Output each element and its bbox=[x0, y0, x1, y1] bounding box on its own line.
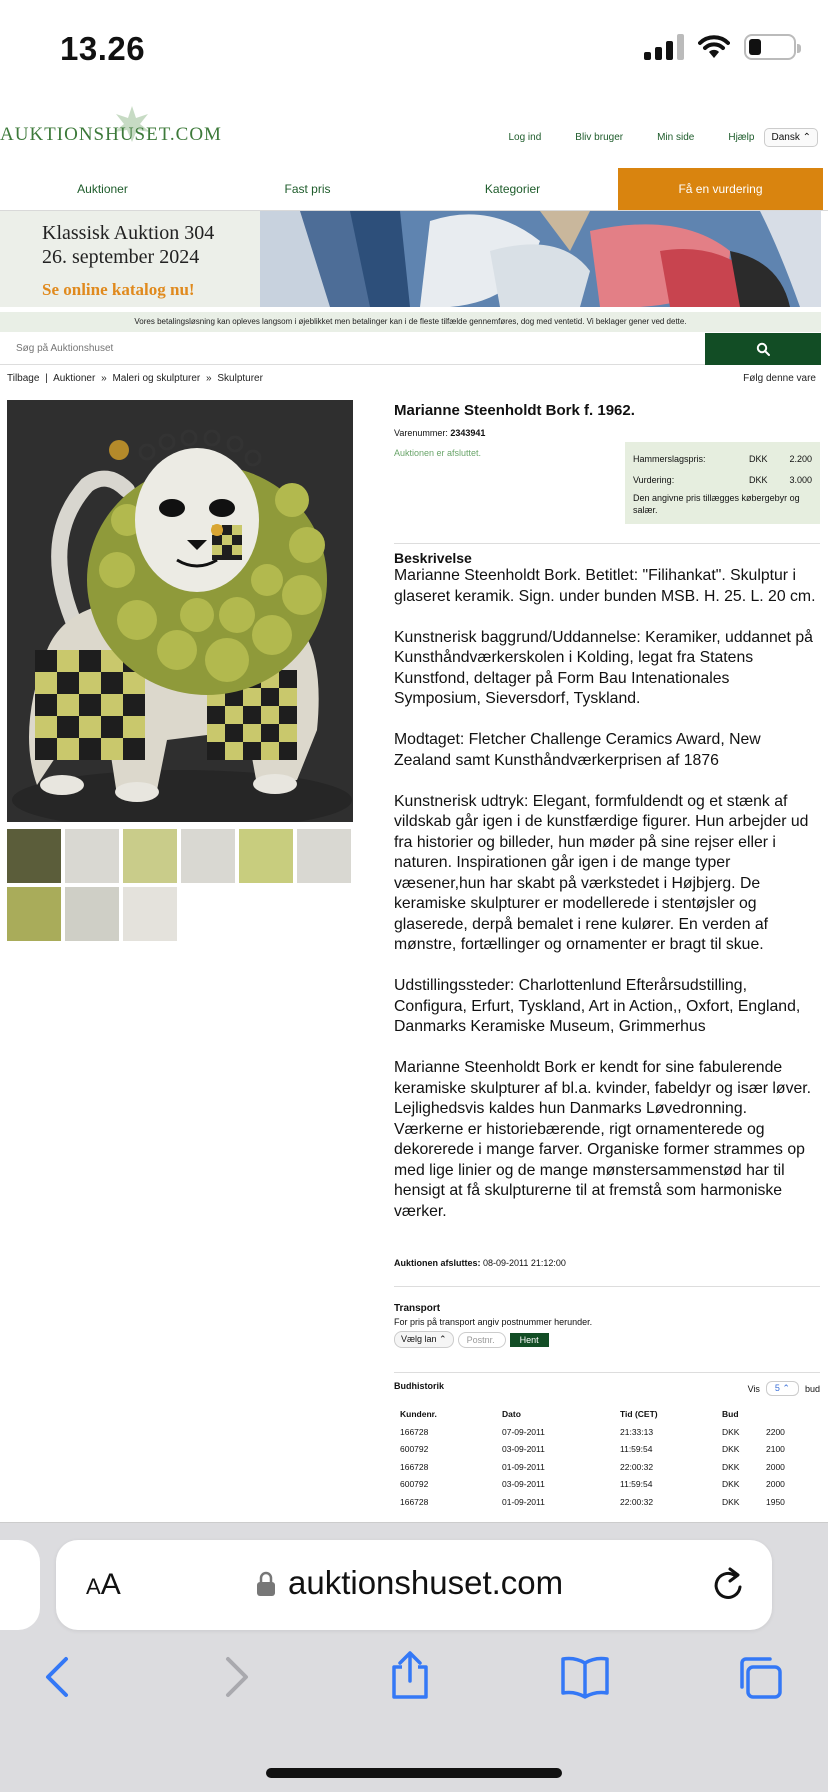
previous-tab-preview[interactable] bbox=[0, 1540, 40, 1630]
price-box bbox=[625, 442, 820, 524]
double-chevron-icon: » bbox=[206, 373, 212, 384]
breadcrumb-sculptures[interactable]: Skulpturer bbox=[217, 373, 263, 384]
cell-bid: 1950 bbox=[766, 1496, 785, 1507]
wifi-icon bbox=[698, 34, 730, 60]
item-title: Marianne Steenholdt Bork f. 1962. bbox=[394, 402, 635, 419]
cell-time: 11:59:54 bbox=[620, 1479, 653, 1490]
table-row bbox=[394, 1476, 820, 1494]
cell-currency: DKK bbox=[722, 1426, 740, 1437]
col-customer: Kundenr. bbox=[400, 1409, 437, 1419]
breadcrumb bbox=[7, 373, 263, 384]
search-input[interactable] bbox=[0, 333, 705, 365]
banner-title: Klassisk Auktion 304 bbox=[42, 222, 215, 244]
table-header-row bbox=[394, 1405, 820, 1423]
reader-settings-button[interactable] bbox=[86, 1568, 121, 1602]
register-link[interactable]: Bliv bruger bbox=[575, 132, 624, 143]
nav-categories[interactable]: Kategorier bbox=[484, 182, 541, 196]
home-indicator bbox=[266, 1768, 562, 1778]
banner-text bbox=[42, 221, 214, 305]
fee-note: Den angivne pris tillægges købergebyr og salær. bbox=[633, 493, 800, 515]
thumbnail[interactable] bbox=[123, 887, 177, 941]
thumbnail[interactable] bbox=[65, 829, 119, 883]
bid-count-value: 5 bbox=[774, 1383, 780, 1393]
cell-customer: 600792 bbox=[400, 1444, 429, 1455]
back-link[interactable]: Tilbage bbox=[7, 373, 40, 384]
fetch-button[interactable]: Hent bbox=[510, 1333, 549, 1347]
url-text[interactable]: auktionshuset.com bbox=[288, 1564, 564, 1601]
table-row bbox=[394, 1423, 820, 1441]
language-value: Dansk bbox=[771, 132, 800, 143]
help-link[interactable]: Hjælp bbox=[728, 132, 755, 143]
hammer-price-currency: DKK bbox=[749, 453, 768, 464]
clock: 13.26 bbox=[60, 30, 146, 67]
col-bid: Bud bbox=[722, 1409, 739, 1419]
valuation-currency: DKK bbox=[749, 474, 768, 485]
cell-currency: DKK bbox=[722, 1479, 740, 1490]
thumbnail[interactable] bbox=[297, 829, 351, 883]
show-label: Vis bbox=[747, 1383, 760, 1394]
search-icon bbox=[756, 342, 770, 356]
hammer-price-label: Hammerslagspris: bbox=[633, 453, 706, 464]
main-product-image[interactable] bbox=[7, 400, 353, 822]
bid-history bbox=[394, 1372, 820, 1511]
description-paragraph: Modtaget: Fletcher Challenge Ceramics Award, New Zealand samt Kunsthåndværkerprisen af 1876 bbox=[394, 731, 761, 769]
description-paragraph: Kunstnerisk udtryk: Elegant, formfuldendt og et stænk af vildskab går igen i de kunstfærdige figurer. Hun arbejder ud fra historier og billeder, hun møder på sine rejser eller i naturen. Inspirationen går igen i de mange typer væsener,hun har skabt på værkstedet i Højbjerg. De keramiske skulpturer er modellerede i stentøjsler og glaserede, derpå bemalet i rene kulører. En verden af mønstre, fortællinger og ornamenter er bragt til skue. bbox=[394, 792, 809, 953]
top-links bbox=[474, 128, 818, 147]
bid-count-control bbox=[748, 1381, 820, 1396]
bid-history-header bbox=[394, 1381, 820, 1396]
bookmarks-icon[interactable] bbox=[560, 1655, 610, 1699]
description-paragraph: Kunstnerisk baggrund/Uddannelse: Keramiker, uddannet på Kunsthåndværkerskolen i Kolding, legat fra Statens Kunstfond, deltager på Form Bau Intenationales Symposium, Sieversdorf, Tyskland. bbox=[394, 628, 813, 707]
hammer-price-row bbox=[633, 448, 812, 469]
cell-date: 01-09-2011 bbox=[502, 1461, 545, 1472]
description-heading: Beskrivelse bbox=[394, 550, 472, 566]
thumbnail[interactable] bbox=[239, 829, 293, 883]
postal-code-input[interactable]: Postnr. bbox=[458, 1332, 506, 1348]
banner-painting-image bbox=[260, 211, 821, 307]
lock-icon bbox=[256, 1571, 276, 1597]
valuation-label: Vurdering: bbox=[633, 474, 675, 485]
thumbnail[interactable] bbox=[123, 829, 177, 883]
cell-customer: 166728 bbox=[400, 1426, 429, 1437]
cell-date: 01-09-2011 bbox=[502, 1496, 545, 1507]
breadcrumb-painting-sculpture[interactable]: Maleri og skulpturer bbox=[112, 373, 201, 384]
col-time: Tid (CET) bbox=[620, 1409, 658, 1419]
login-link[interactable]: Log ind bbox=[508, 132, 542, 143]
lion-sculpture-image bbox=[7, 400, 353, 822]
status-bar bbox=[0, 0, 828, 100]
nav-valuation-button[interactable]: Få en vurdering bbox=[618, 168, 823, 210]
bid-table bbox=[394, 1405, 820, 1511]
status-icons bbox=[644, 34, 796, 60]
transport-section bbox=[394, 1286, 820, 1348]
country-value: Vælg lan bbox=[401, 1334, 437, 1344]
bid-history-heading: Budhistorik bbox=[394, 1381, 445, 1391]
cell-currency: DKK bbox=[722, 1496, 740, 1507]
hammer-price-value: 2.200 bbox=[789, 453, 812, 464]
thumbnail[interactable] bbox=[65, 887, 119, 941]
table-row bbox=[394, 1493, 820, 1511]
item-number bbox=[394, 428, 820, 438]
address-bar[interactable] bbox=[56, 1540, 772, 1630]
transport-controls bbox=[394, 1331, 820, 1348]
cell-bid: 2000 bbox=[766, 1461, 785, 1472]
country-select[interactable]: Vælg lan ⌃ bbox=[394, 1331, 454, 1348]
tabs-icon[interactable] bbox=[736, 1655, 784, 1701]
cell-bid: 2000 bbox=[766, 1479, 785, 1490]
cellular-signal-icon bbox=[644, 34, 684, 60]
auction-status: Auktionen er afsluttet. bbox=[394, 448, 482, 458]
item-details bbox=[394, 400, 820, 1220]
cell-bid: 2100 bbox=[766, 1444, 785, 1455]
thumbnail[interactable] bbox=[7, 829, 61, 883]
reload-icon[interactable] bbox=[712, 1567, 746, 1603]
nav-auctions[interactable]: Auktioner bbox=[77, 182, 128, 196]
valuation-value: 3.000 bbox=[789, 474, 812, 485]
cell-time: 21:33:13 bbox=[620, 1426, 654, 1437]
description-paragraph: Marianne Steenholdt Bork er kendt for sine fabulerende keramiske skulpturer af bl.a. kvinder, fabeldyr og især løver. Lejlighedsvis kaldes hun Danmarks Løvedronning. Værkerne er historiebærende, rigt ornamenterede og dekorerede i mange farver. Organiske former strammes op med lige linier og de mange mønstersammenstød har til hensigt at få skulpturerne til at fremstå som harmoniske værker. bbox=[394, 1059, 812, 1220]
col-date: Dato bbox=[502, 1409, 521, 1419]
search-button[interactable] bbox=[705, 333, 821, 365]
cell-customer: 600792 bbox=[400, 1479, 429, 1490]
aa-small: A bbox=[86, 1574, 101, 1599]
auction-closing bbox=[394, 1258, 566, 1268]
cell-date: 03-09-2011 bbox=[502, 1444, 545, 1455]
closing-value: 08-09-2011 21:12:00 bbox=[483, 1258, 566, 1268]
description-paragraph: Marianne Steenholdt Bork. Betitlet: "Filihankat". Skulptur i glaseret keramik. Sign. under bunden MSB. H. 25. L. 20 cm. bbox=[394, 567, 816, 605]
cell-currency: DKK bbox=[722, 1461, 740, 1472]
table-row bbox=[394, 1441, 820, 1459]
forward-icon[interactable] bbox=[224, 1655, 250, 1699]
cell-date: 07-09-2011 bbox=[502, 1426, 545, 1437]
cell-time: 22:00:32 bbox=[620, 1496, 654, 1507]
language-select[interactable]: Dansk ⌃ bbox=[764, 128, 818, 147]
closing-label: Auktionen afsluttes: bbox=[394, 1258, 481, 1268]
battery-icon bbox=[744, 34, 796, 60]
cell-date: 03-09-2011 bbox=[502, 1479, 545, 1490]
table-row bbox=[394, 1458, 820, 1476]
bid-suffix: bud bbox=[804, 1383, 820, 1394]
breadcrumb-separator: | bbox=[45, 373, 48, 384]
site-logo[interactable]: AUKTIONSHUSET.COM bbox=[0, 124, 222, 145]
cell-customer: 166728 bbox=[400, 1496, 429, 1507]
aa-big: A bbox=[100, 1568, 121, 1601]
payment-notice: Vores betalingsløsning kan opleves langsom i øjeblikket men betalinger kan i de fleste tilfælde gennemføres, dog med ventetid. Vi beklager gener ved dette. bbox=[0, 312, 821, 332]
promo-banner[interactable] bbox=[0, 211, 821, 307]
nav-fixed-price[interactable]: Fast pris bbox=[284, 182, 331, 196]
cell-bid: 2200 bbox=[766, 1426, 785, 1437]
follow-item-link[interactable]: Følg denne vare bbox=[743, 373, 816, 384]
item-number-value: 2343941 bbox=[450, 428, 486, 438]
my-page-link[interactable]: Min side bbox=[657, 132, 695, 143]
cell-time: 22:00:32 bbox=[620, 1461, 654, 1472]
back-icon[interactable] bbox=[44, 1655, 70, 1699]
thumbnail[interactable] bbox=[181, 829, 235, 883]
bid-count-select[interactable]: 5 ⌃ bbox=[766, 1381, 799, 1396]
transport-instructions: For pris på transport angiv postnummer herunder. bbox=[394, 1317, 593, 1327]
search-bar bbox=[0, 333, 821, 365]
site-header bbox=[0, 110, 828, 170]
thumbnail[interactable] bbox=[7, 887, 61, 941]
share-icon[interactable] bbox=[388, 1649, 432, 1701]
banner-catalog-link[interactable]: Se online katalog nu! bbox=[42, 280, 195, 299]
cell-currency: DKK bbox=[722, 1444, 740, 1455]
browser-toolbar bbox=[0, 1655, 828, 1715]
double-chevron-icon: » bbox=[101, 373, 107, 384]
transport-heading: Transport bbox=[394, 1303, 441, 1314]
browser-chrome bbox=[0, 1522, 828, 1792]
cell-time: 11:59:54 bbox=[620, 1444, 653, 1455]
description bbox=[394, 543, 820, 1222]
item-number-label: Varenummer: bbox=[394, 428, 448, 438]
cell-customer: 166728 bbox=[400, 1461, 429, 1472]
breadcrumb-auctions[interactable]: Auktioner bbox=[53, 373, 96, 384]
main-nav bbox=[0, 168, 828, 211]
valuation-row bbox=[633, 469, 812, 490]
banner-date: 26. september 2024 bbox=[42, 246, 200, 268]
description-paragraph: Udstillingssteder: Charlottenlund Efterårsudstilling, Configura, Erfurt, Tyskland, Art in Action,, Oxfort, England, Danmarks Keramiske Museum, Grimmerhus bbox=[394, 977, 801, 1035]
